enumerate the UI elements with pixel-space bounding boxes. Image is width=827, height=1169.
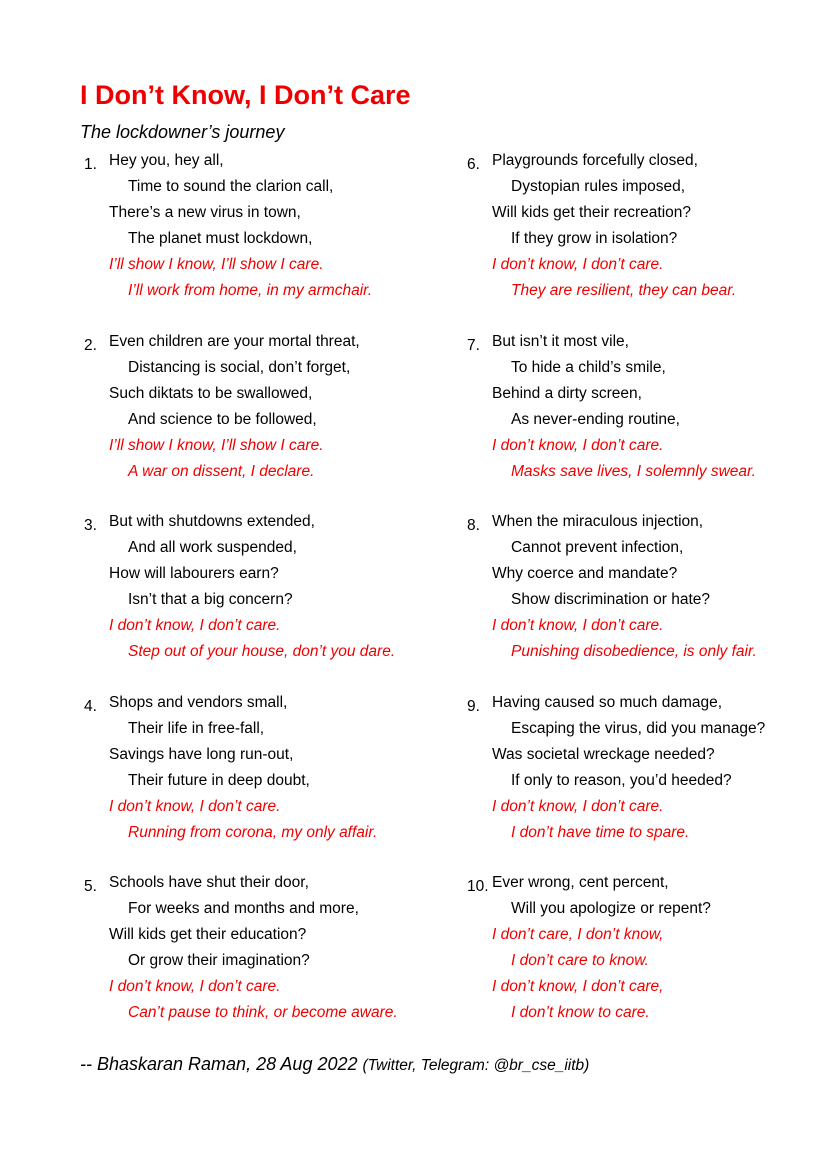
- stanza-number: 8.: [467, 517, 480, 534]
- verse-line: For weeks and months and more,: [128, 900, 359, 917]
- refrain-line: I don’t care to know.: [511, 952, 649, 969]
- stanza-lines: [492, 870, 827, 1026]
- verse-line: Even children are your mortal threat,: [109, 332, 360, 350]
- verse-line: Why coerce and mandate?: [492, 565, 678, 582]
- refrain-line: Running from corona, my only affair.: [128, 823, 378, 841]
- verse-line: The planet must lockdown,: [128, 230, 313, 247]
- verse-line: Having caused so much damage,: [492, 693, 723, 711]
- verse-line: Their life in free-fall,: [128, 719, 265, 737]
- refrain-line: Punishing disobedience, is only fair.: [511, 643, 757, 660]
- verse-line: Their future in deep doubt,: [128, 771, 310, 789]
- stanza-number: 3.: [84, 517, 97, 534]
- left-column: [84, 148, 444, 1051]
- stanza: [84, 870, 444, 1051]
- verse-line: But isn’t it most vile,: [492, 332, 629, 350]
- refrain-line: I don’t have time to spare.: [511, 823, 690, 841]
- stanza: [467, 870, 827, 1051]
- stanza: [84, 329, 444, 510]
- stanza-lines: [492, 329, 827, 485]
- stanza-lines: [109, 329, 449, 485]
- poem-title: I Don’t Know, I Don’t Care: [80, 80, 411, 110]
- refrain-line: I’ll show I know, I’ll show I care.: [109, 436, 324, 454]
- stanza-lines: [492, 148, 827, 304]
- stanza-lines: [492, 690, 827, 846]
- verse-line: To hide a child’s smile,: [511, 358, 666, 376]
- stanza-number: 5.: [84, 878, 97, 895]
- verse-line: There’s a new virus in town,: [109, 204, 301, 221]
- verse-line: If they grow in isolation?: [511, 230, 678, 247]
- verse-line: If only to reason, you’d heeded?: [511, 771, 732, 789]
- refrain-line: I don’t know, I don’t care,: [492, 978, 664, 995]
- signature-handle: (Twitter, Telegram: @br_cse_iitb): [362, 1057, 590, 1074]
- verse-line: Ever wrong, cent percent,: [492, 874, 669, 891]
- verse-line: As never-ending routine,: [511, 410, 680, 428]
- verse-line: Such diktats to be swallowed,: [109, 384, 313, 402]
- stanza: [467, 148, 827, 329]
- stanza-lines: [109, 870, 449, 1026]
- verse-line: Escaping the virus, did you manage?: [511, 719, 766, 737]
- refrain-line: They are resilient, they can bear.: [511, 282, 737, 299]
- verse-line: Show discrimination or hate?: [511, 591, 711, 608]
- stanza-lines: [492, 509, 827, 665]
- verse-line: Will you apologize or repent?: [511, 900, 711, 917]
- stanza: [84, 509, 444, 690]
- refrain-line: Masks save lives, I solemnly swear.: [511, 462, 756, 480]
- verse-line: Dystopian rules imposed,: [511, 178, 686, 195]
- stanza: [467, 329, 827, 510]
- refrain-line: I don’t know, I don’t care.: [109, 797, 281, 815]
- verse-line: How will labourers earn?: [109, 565, 279, 582]
- signature-author: -- Bhaskaran Raman, 28 Aug 2022: [80, 1054, 358, 1074]
- verse-line: Savings have long run-out,: [109, 745, 294, 763]
- refrain-line: I’ll show I know, I’ll show I care.: [109, 256, 324, 273]
- refrain-line: I don’t know to care.: [511, 1004, 650, 1021]
- stanza: [84, 690, 444, 871]
- verse-line: Cannot prevent infection,: [511, 539, 684, 556]
- refrain-line: I don’t know, I don’t care.: [492, 436, 664, 454]
- verse-line: But with shutdowns extended,: [109, 513, 315, 530]
- verse-line: Distancing is social, don’t forget,: [128, 358, 351, 376]
- verse-line: Playgrounds forcefully closed,: [492, 152, 698, 169]
- verse-line: And science to be followed,: [128, 410, 317, 428]
- signature: [80, 1054, 589, 1075]
- stanza-number: 10.: [467, 878, 489, 895]
- refrain-line: I don’t care, I don’t know,: [492, 926, 664, 943]
- verse-line: Behind a dirty screen,: [492, 384, 642, 402]
- stanza-number: 9.: [467, 697, 480, 715]
- verse-line: Hey you, hey all,: [109, 152, 224, 169]
- verse-line: Time to sound the clarion call,: [128, 178, 334, 195]
- verse-line: Will kids get their education?: [109, 926, 307, 943]
- verse-line: Isn’t that a big concern?: [128, 591, 293, 608]
- verse-line: And all work suspended,: [128, 539, 297, 556]
- verse-line: Was societal wreckage needed?: [492, 745, 715, 763]
- right-column: [467, 148, 827, 1051]
- stanza-number: 4.: [84, 697, 97, 715]
- stanza: [84, 148, 444, 329]
- refrain-line: A war on dissent, I declare.: [128, 462, 315, 480]
- refrain-line: I don’t know, I don’t care.: [492, 617, 664, 634]
- verse-line: Shops and vendors small,: [109, 693, 288, 711]
- verse-line: Schools have shut their door,: [109, 874, 309, 891]
- verse-line: Or grow their imagination?: [128, 952, 310, 969]
- stanza-number: 7.: [467, 336, 480, 354]
- refrain-line: I don’t know, I don’t care.: [109, 978, 281, 995]
- stanza: [467, 509, 827, 690]
- stanza-lines: [109, 148, 449, 304]
- refrain-line: Can’t pause to think, or become aware.: [128, 1004, 398, 1021]
- refrain-line: I’ll work from home, in my armchair.: [128, 282, 373, 299]
- stanza-number: 6.: [467, 156, 480, 173]
- refrain-line: I don’t know, I don’t care.: [109, 617, 281, 634]
- refrain-line: Step out of your house, don’t you dare.: [128, 643, 396, 660]
- refrain-line: I don’t know, I don’t care.: [492, 256, 664, 273]
- stanza: [467, 690, 827, 871]
- stanza-lines: [109, 509, 449, 665]
- stanza-number: 2.: [84, 336, 97, 354]
- stanza-number: 1.: [84, 156, 97, 173]
- verse-line: When the miraculous injection,: [492, 513, 704, 530]
- refrain-line: I don’t know, I don’t care.: [492, 797, 664, 815]
- poem-subtitle: The lockdowner’s journey: [80, 122, 285, 142]
- stanza-lines: [109, 690, 449, 846]
- verse-line: Will kids get their recreation?: [492, 204, 691, 221]
